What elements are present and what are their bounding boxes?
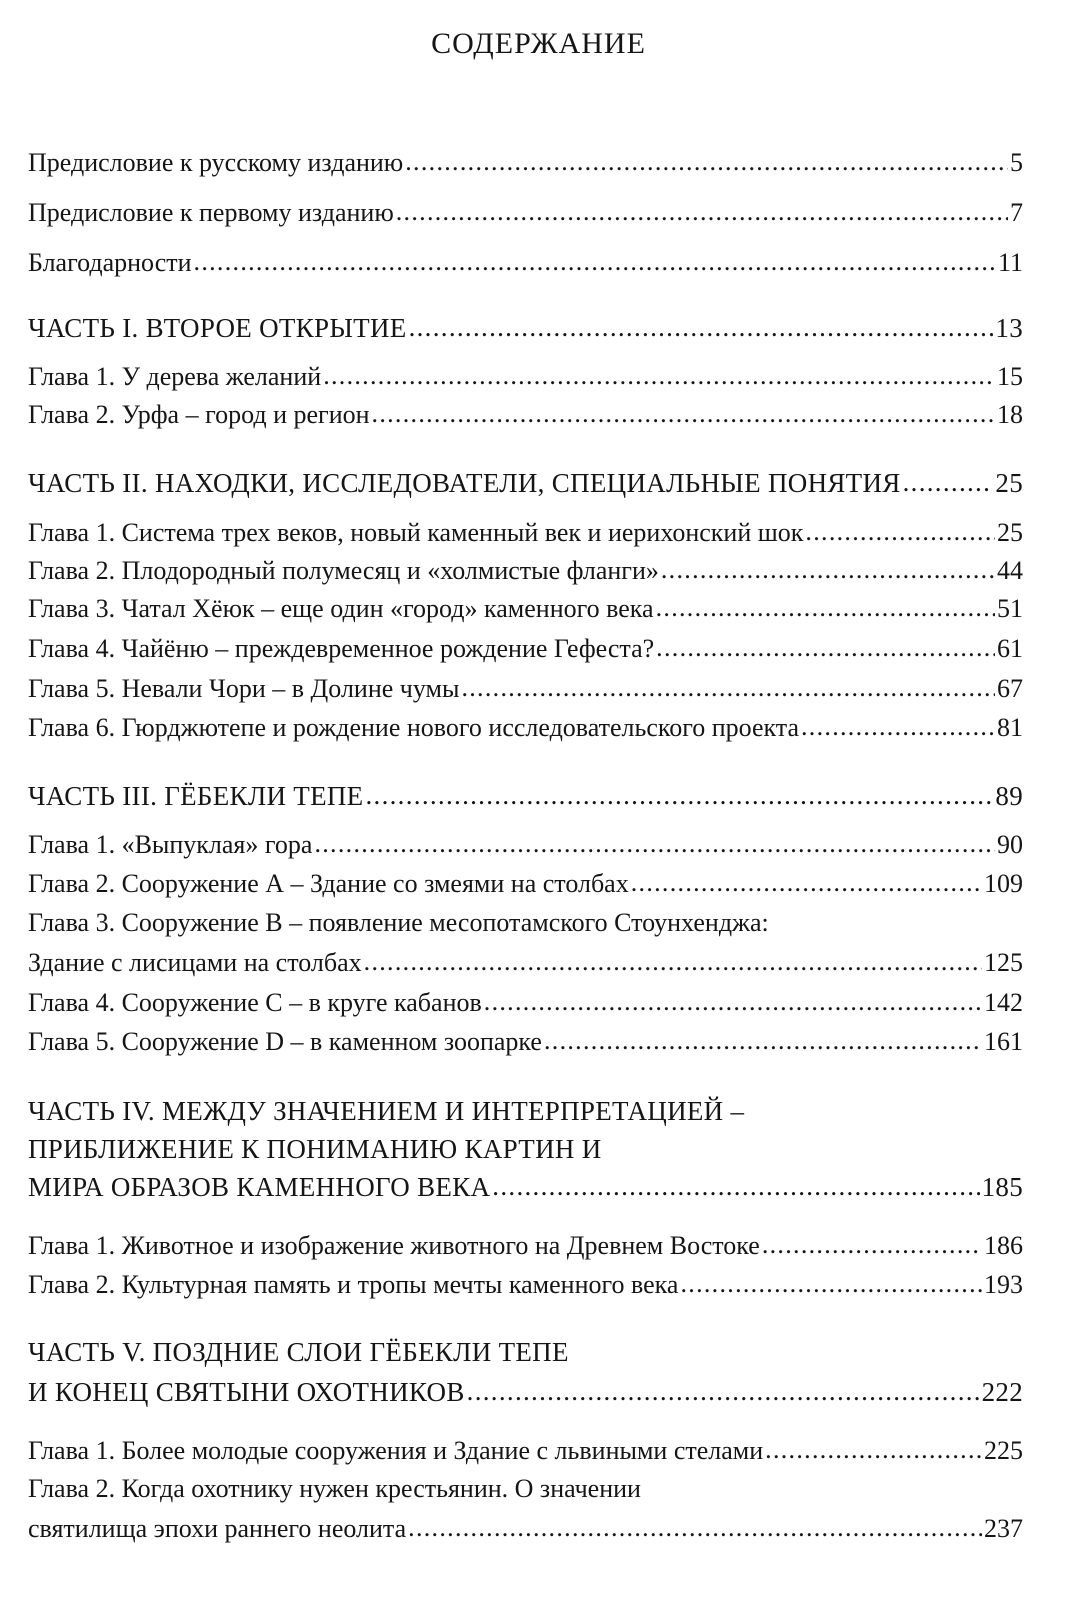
toc-entry-chapter xyxy=(28,867,1023,901)
entry-label: Глава 2. Культурная память и тропы мечты каменного века xyxy=(28,1270,679,1299)
part-label: ПРИБЛИЖЕНИЕ К ПОНИМАНИЮ КАРТИН И xyxy=(28,1134,602,1164)
entry-page-number: 7 xyxy=(1010,198,1023,227)
entry-page-number: 61 xyxy=(997,634,1023,663)
entry-label: Глава 5. Невали Чори – в Долине чумы xyxy=(28,674,460,703)
entry-label: Глава 1. Система трех веков, новый каменный век и иерихонский шок xyxy=(28,518,804,547)
toc-entry-chapter-multiline xyxy=(28,906,1023,940)
entry-label: Глава 2. Сооружение А – Здание со змеями на столбах xyxy=(28,869,629,898)
toc-entry-preface-russian xyxy=(28,146,1023,180)
toc-entry-chapter xyxy=(28,554,1023,588)
toc-entry-chapter xyxy=(28,828,1023,862)
dot-leader xyxy=(365,778,993,812)
part-label: И КОНЕЦ СВЯТЫНИ ОХОТНИКОВ xyxy=(28,1377,465,1407)
dot-leader xyxy=(903,465,994,499)
toc-entry-chapter xyxy=(28,592,1023,626)
entry-label: Предисловие к первому изданию xyxy=(28,198,394,227)
entry-label: Глава 6. Гюрджютепе и рождение нового исследовательского проекта xyxy=(28,713,799,742)
entry-label: святилища эпохи раннего неолита xyxy=(28,1514,407,1543)
entry-page-number: 222 xyxy=(981,1377,1023,1407)
dot-leader xyxy=(194,245,996,279)
entry-label: Глава 2. Урфа – город и регион xyxy=(28,400,370,429)
entry-label: Здание с лисицами на столбах xyxy=(28,948,362,977)
dot-leader xyxy=(372,397,995,431)
toc-entry-chapter-continuation xyxy=(28,1512,1023,1546)
toc-entry-chapter xyxy=(28,516,1023,550)
entry-page-number: 185 xyxy=(981,1172,1023,1202)
toc-entry-chapter xyxy=(28,711,1023,745)
entry-page-number: 193 xyxy=(984,1270,1023,1299)
dot-leader xyxy=(680,1267,982,1301)
dot-leader xyxy=(396,195,1008,229)
entry-page-number: 18 xyxy=(997,400,1023,429)
toc-part-2 xyxy=(28,466,1023,500)
dot-leader xyxy=(405,145,1008,179)
dot-leader xyxy=(408,1511,982,1545)
dot-leader xyxy=(314,827,995,861)
entry-label: Глава 3. Чатал Хёюк – еще один «город» каменного века xyxy=(28,594,654,623)
entry-page-number: 90 xyxy=(997,830,1023,859)
dot-leader xyxy=(461,671,995,705)
dot-leader xyxy=(801,710,995,744)
entry-page-number: 161 xyxy=(984,1027,1023,1056)
entry-page-number: 125 xyxy=(984,948,1023,977)
entry-label: Благодарности xyxy=(28,248,192,277)
toc-entry-chapter xyxy=(28,1434,1023,1468)
toc-entry-chapter xyxy=(28,1229,1023,1263)
part-label: ЧАСТЬ II. НАХОДКИ, ИССЛЕДОВАТЕЛИ, СПЕЦИАЛЬНЫЕ ПОНЯТИЯ xyxy=(28,468,901,498)
dot-leader xyxy=(409,310,994,344)
entry-page-number: 81 xyxy=(997,713,1023,742)
toc-part-4-line-1 xyxy=(28,1094,1023,1128)
dot-leader xyxy=(656,591,995,625)
toc-entry-chapter-continuation xyxy=(28,946,1023,980)
entry-label: Глава 1. Более молодые сооружения и Здание с львиными стелами xyxy=(28,1436,764,1465)
page-title: СОДЕРЖАНИЕ xyxy=(431,27,646,60)
entry-label: Глава 1. У дерева желаний xyxy=(28,362,322,391)
entry-page-number: 15 xyxy=(997,362,1023,391)
entry-page-number: 237 xyxy=(984,1514,1023,1543)
toc-entry-chapter xyxy=(28,1025,1023,1059)
entry-page-number: 89 xyxy=(995,781,1023,811)
dot-leader xyxy=(323,359,995,393)
entry-page-number: 186 xyxy=(984,1231,1023,1260)
toc-part-1 xyxy=(28,311,1023,345)
part-label: ЧАСТЬ I. ВТОРОЕ ОТКРЫТИЕ xyxy=(28,313,407,343)
dot-leader xyxy=(765,1433,982,1467)
toc-entry-chapter xyxy=(28,672,1023,706)
dot-leader xyxy=(467,1374,980,1408)
toc-part-4-line-2 xyxy=(28,1132,1023,1166)
toc-part-4-line-3 xyxy=(28,1170,1023,1204)
toc-part-5-line-2 xyxy=(28,1375,1023,1409)
dot-leader xyxy=(484,985,982,1019)
entry-label: Предисловие к русскому изданию xyxy=(28,148,404,177)
dot-leader xyxy=(762,1228,982,1262)
toc-entry-chapter xyxy=(28,986,1023,1020)
part-label: ЧАСТЬ IV. МЕЖДУ ЗНАЧЕНИЕМ И ИНТЕРПРЕТАЦИЕЙ – xyxy=(28,1096,745,1126)
part-label: ЧАСТЬ III. ГЁБЕКЛИ ТЕПЕ xyxy=(28,781,364,811)
entry-label: Глава 2. Когда охотнику нужен крестьянин. О значении xyxy=(28,1474,641,1503)
entry-label: Глава 5. Сооружение D – в каменном зоопарке xyxy=(28,1027,542,1056)
toc-entry-chapter xyxy=(28,398,1023,432)
entry-page-number: 11 xyxy=(997,248,1023,277)
dot-leader xyxy=(656,631,995,665)
toc-entry-preface-first xyxy=(28,196,1023,230)
entry-page-number: 109 xyxy=(984,869,1023,898)
entry-label: Глава 1. Животное и изображение животного на Древнем Востоке xyxy=(28,1231,760,1260)
part-label: МИРА ОБРАЗОВ КАМЕННОГО ВЕКА xyxy=(28,1172,491,1202)
toc-entry-chapter xyxy=(28,632,1023,666)
dot-leader xyxy=(805,515,995,549)
entry-page-number: 13 xyxy=(995,313,1023,343)
entry-label: Глава 4. Чайёню – преждевременное рождение Гефеста? xyxy=(28,634,655,663)
entry-page-number: 44 xyxy=(997,556,1023,585)
entry-label: Глава 2. Плодородный полумесяц и «холмистые фланги» xyxy=(28,556,659,585)
toc-entry-chapter-multiline xyxy=(28,1472,1023,1506)
toc-entry-acknowledgements xyxy=(28,246,1023,280)
entry-page-number: 5 xyxy=(1010,148,1023,177)
entry-page-number: 51 xyxy=(997,594,1023,623)
entry-label: Глава 1. «Выпуклая» гора xyxy=(28,830,313,859)
entry-page-number: 225 xyxy=(984,1436,1023,1465)
entry-page-number: 25 xyxy=(997,518,1023,547)
dot-leader xyxy=(544,1024,982,1058)
part-label: ЧАСТЬ V. ПОЗДНИЕ СЛОИ ГЁБЕКЛИ ТЕПЕ xyxy=(28,1337,569,1367)
toc-part-3 xyxy=(28,779,1023,813)
entry-label: Глава 4. Сооружение С – в круге кабанов xyxy=(28,988,482,1017)
entry-label: Глава 3. Сооружение В – появление месопотамского Стоунхенджа: xyxy=(28,908,769,937)
dot-leader xyxy=(631,866,982,900)
toc-part-5-line-1 xyxy=(28,1335,1023,1369)
toc-entry-chapter xyxy=(28,1268,1023,1302)
dot-leader xyxy=(364,945,982,979)
entry-page-number: 67 xyxy=(997,674,1023,703)
dot-leader xyxy=(492,1169,979,1203)
dot-leader xyxy=(661,553,995,587)
entry-page-number: 142 xyxy=(984,988,1023,1017)
entry-page-number: 25 xyxy=(995,468,1023,498)
toc-entry-chapter xyxy=(28,360,1023,394)
